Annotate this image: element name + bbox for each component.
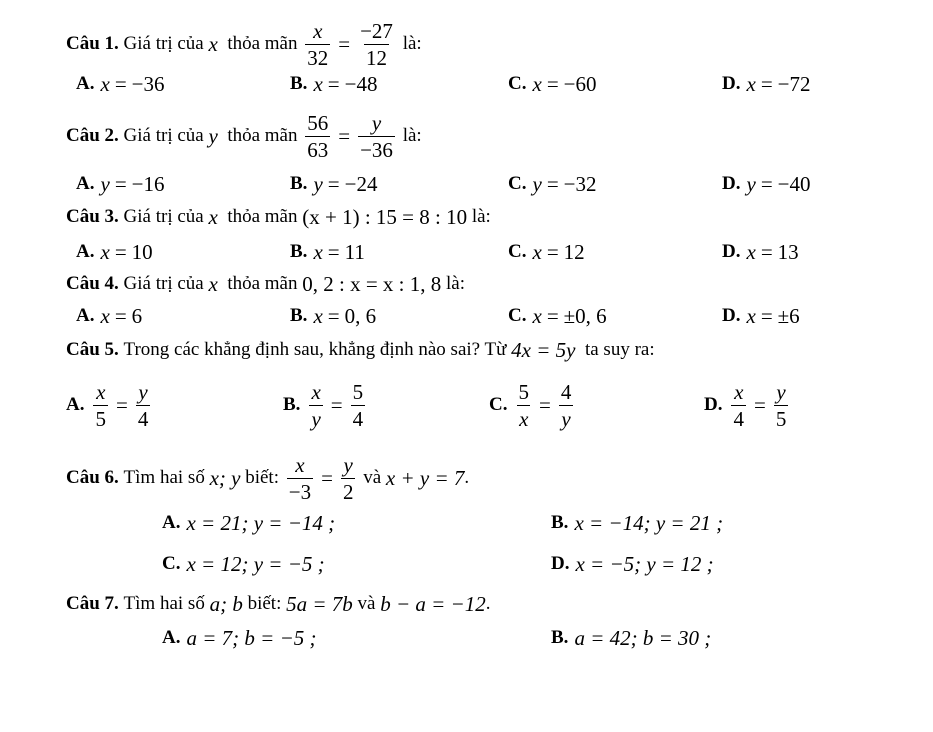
q2-cond: thỏa mãn: [227, 125, 298, 146]
q4-label: Câu 4.: [66, 273, 119, 294]
q5-text: Trong các khẳng định sau, khẳng định nào sai? Từ: [123, 339, 507, 360]
q2-option-a: A. y = −16: [76, 171, 165, 196]
q2-option-c: C. y = −32: [508, 171, 597, 196]
q4-option-a: A. x = 6: [76, 303, 143, 328]
q1-cond: thỏa mãn: [227, 33, 298, 54]
q6-mid: biết:: [245, 467, 279, 488]
q4-var: x: [208, 271, 218, 296]
q4-end: là:: [446, 273, 466, 294]
q7-end: .: [485, 593, 491, 614]
q5-expr: 4x = 5y: [511, 337, 576, 362]
q6-end: .: [464, 467, 470, 488]
q5-option-c: C. $\frac{5}{x}$ = $\frac{4}{y}$: [489, 379, 572, 431]
q6-label: Câu 6.: [66, 467, 119, 488]
q4-option-c: C. x = ±0, 6: [508, 303, 607, 328]
q6-option-b: B. x = −14; y = 21 ;: [551, 510, 724, 535]
q7-label: Câu 7.: [66, 593, 119, 614]
q2-label: Câu 2.: [66, 125, 119, 146]
q7-expr2: b − a = −12: [380, 591, 486, 616]
q3-label: Câu 3.: [66, 206, 119, 227]
q6-option-d: D. x = −5; y = 12 ;: [551, 551, 714, 576]
q2-option-d: D. y = −40: [722, 171, 811, 196]
q1-option-d: D. x = −72: [722, 71, 811, 96]
q7-and: và: [357, 593, 376, 614]
q7-option-a: A. a = 7; b = −5 ;: [162, 625, 317, 650]
question-3: [66, 203, 491, 231]
q1-frac1: $\frac{x}{32}$: [307, 18, 329, 70]
question-5: [66, 336, 655, 364]
q5-option-b: B. $\frac{x}{y}$ = $\frac{5}{4}$: [283, 379, 364, 431]
q7-vars: a; b: [209, 591, 243, 616]
q3-option-d: D. x = 13: [722, 239, 799, 264]
q5-label: Câu 5.: [66, 339, 119, 360]
q6-text: Tìm hai số: [123, 467, 205, 488]
q2-end: là:: [402, 125, 422, 146]
q7-text: Tìm hai số: [123, 593, 205, 614]
q3-text: Giá trị của: [123, 206, 204, 227]
question-2: Câu 2. Giá trị của y thỏa mãn $\frac{56}{63}$ = $\frac{y}{-36}$ là:: [66, 110, 422, 162]
q7-expr1: 5a = 7b: [286, 591, 353, 616]
q6-frac2: $\frac{y}{2}$: [342, 452, 354, 504]
q2-var: y: [208, 123, 218, 148]
q4-cond: thỏa mãn: [227, 273, 298, 294]
q3-expr: (x + 1) : 15 = 8 : 10: [302, 204, 468, 229]
q4-option-b: B. x = 0, 6: [290, 303, 377, 328]
q3-option-c: C. x = 12: [508, 239, 585, 264]
q5-end: ta suy ra:: [584, 339, 655, 360]
q3-cond: thỏa mãn: [227, 206, 298, 227]
q6-frac1: $\frac{x}{-3}$: [288, 452, 312, 504]
q7-option-b: B. a = 42; b = 30 ;: [551, 625, 712, 650]
q2-frac2: $\frac{y}{-36}$: [360, 110, 393, 162]
q3-option-b: B. x = 11: [290, 239, 365, 264]
q6-and: và: [363, 467, 382, 488]
q1-text: Giá trị của: [123, 33, 204, 54]
q4-expr: 0, 2 : x = x : 1, 8: [302, 271, 442, 296]
q2-frac1: $\frac{56}{63}$: [307, 110, 329, 162]
question-1: Câu 1. Giá trị của x thỏa mãn $\frac{x}{32}$ = $\frac{-27}{12}$ là:: [66, 18, 422, 70]
q2-text: Giá trị của: [123, 125, 204, 146]
question-4: [66, 270, 465, 298]
q1-end: là:: [402, 33, 422, 54]
q1-option-c: C. x = −60: [508, 71, 597, 96]
q6-vars: x; y: [209, 465, 241, 490]
q4-option-d: D. x = ±6: [722, 303, 800, 328]
q6-expr: x + y = 7: [385, 465, 465, 490]
q5-option-d: D. $\frac{x}{4}$ = $\frac{y}{5}$: [704, 379, 787, 431]
q5-option-a: A. $\frac{x}{5}$ = $\frac{y}{4}$: [66, 379, 149, 431]
q3-end: là:: [471, 206, 491, 227]
q4-text: Giá trị của: [123, 273, 204, 294]
q1-var: x: [208, 31, 218, 56]
question-6: Câu 6. Tìm hai số x; y biết: $\frac{x}{-3}$ = $\frac{y}{2}$ và x + y = 7 .: [66, 452, 470, 504]
q6-option-a: A. x = 21; y = −14 ;: [162, 510, 336, 535]
q1-option-b: B. x = −48: [290, 71, 378, 96]
q3-option-a: A. x = 10: [76, 239, 153, 264]
q1-label: Câu 1.: [66, 33, 119, 54]
q3-var: x: [208, 204, 218, 229]
q2-option-b: B. y = −24: [290, 171, 378, 196]
q1-frac2: $\frac{-27}{12}$: [360, 18, 393, 70]
q6-option-c: C. x = 12; y = −5 ;: [162, 551, 325, 576]
question-7: [66, 590, 490, 618]
q7-mid: biết:: [247, 593, 282, 614]
q1-option-a: A. x = −36: [76, 71, 165, 96]
